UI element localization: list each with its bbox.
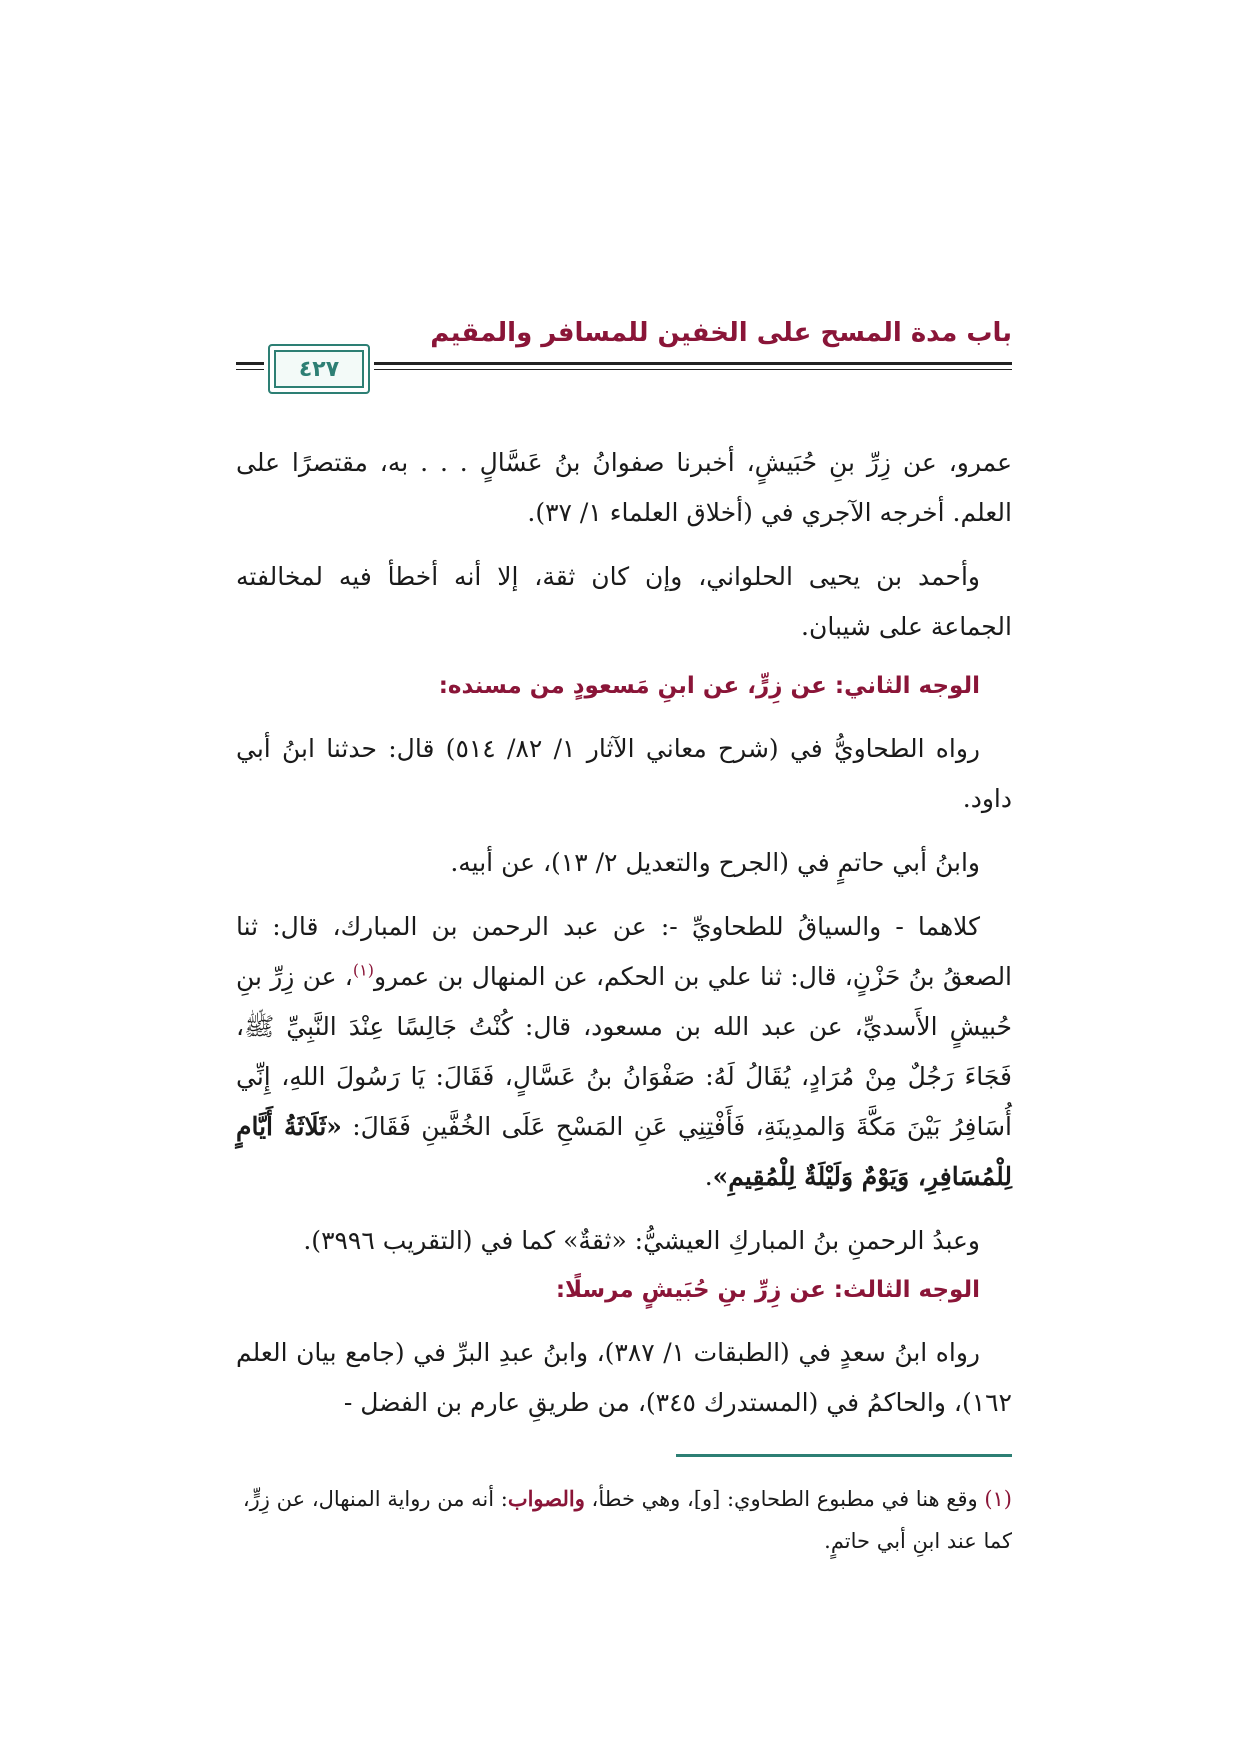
main-text (236, 438, 1012, 1442)
footnote-1-highlight: والصواب (507, 1486, 585, 1511)
header-rule-left-thin (236, 369, 264, 370)
page-number-frame (268, 344, 370, 394)
footnote-1-text-a: وقع هنا في مطبوع الطحاوي: [و]، وهي خطأ، (584, 1487, 985, 1511)
running-title: باب مدة المسح على الخفين للمسافر والمقيم (430, 318, 1012, 348)
page-number: ٤٢٧ (298, 356, 340, 382)
footnotes (236, 1478, 1012, 1562)
paragraph-2: وأحمد بن يحيى الحلواني، وإن كان ثقة، إلا أنه أخطأ فيه لمخالفته الجماعة على شيبان. (236, 562, 1012, 641)
page-header (236, 318, 1012, 414)
header-rule-thick (374, 362, 1012, 365)
footnote-1-number: (١) (984, 1487, 1012, 1511)
paragraph-5-text-b: ، عن زِرِّ بنِ حُبيشٍ الأَسديِّ، عن عبد الله بن مسعود، قال: كُنْتُ جَالِسًا عِنْدَ النَّبِيِّ ﷺ، فَجَاءَ رَجُلٌ مِنْ مُرَادٍ، يُقَالُ لَهُ: صَفْوَانُ بنُ عَسَّالٍ، فَقَالَ: يَا رَسُولَ اللهِ، إِنِّي أُسَافِرُ بَيْنَ مَكَّةَ وَالمدِينَةِ، فَأَفْتِنِي عَنِ المَسْحِ عَلَى الخُفَّينِ فَقَالَ: (236, 962, 1012, 1141)
paragraph-3: رواه الطحاويُّ في (شرح معاني الآثار ١/ ٨٢/ ٥١٤) قال: حدثنا ابنُ أبي داود. (236, 734, 1012, 813)
paragraph-7: رواه ابنُ سعدٍ في (الطبقات ١/ ٣٨٧)، وابنُ عبدِ البرِّ في (جامع بيان العلم ١٦٢)، والحاكمُ في (المستدرك ٣٤٥)، من طريقِ عارم بن الفضل - (236, 1338, 1012, 1417)
section-heading-3: الوجه الثالث: عن زِرِّ بنِ حُبَيشٍ مرسلًا: (555, 1277, 980, 1303)
paragraph-5-end: . (704, 1162, 713, 1191)
paragraph-5-text-a: كلاهما - والسياقُ للطحاويِّ -: عن عبد الرحمن بن المبارك، قال: ثنا الصعقُ بنُ حَزْنٍ، قال: ثنا علي بن الحكم، عن المنهال بن عمرو (236, 912, 1013, 991)
hadith-quote: «ثَلَاثَةُ أَيَّامٍ لِلْمُسَافِرِ، وَيَوْمٌ وَلَيْلَةٌ لِلْمُقِيمِ» (236, 1112, 1012, 1191)
paragraph-5 (236, 902, 1012, 1202)
paragraph-1: عمرو، عن زِرِّ بنِ حُبَيشٍ، أخبرنا صفوانُ بنُ عَسَّالٍ . . . به، مقتصرًا على العلم. أخرجه الآجري في (أخلاق العلماء ١/ ٣٧). (236, 448, 1012, 527)
header-rule-left-thick (236, 362, 264, 365)
header-rule-thin (374, 369, 1012, 370)
section-heading-2: الوجه الثاني: عن زِرٍّ، عن ابنِ مَسعودٍ من مسنده: (438, 673, 980, 699)
footnote-1-text-b: : أنه من رواية المنهال، عن زِرٍّ، كما عند ابنِ أبي حاتمٍ. (242, 1487, 1012, 1553)
footnote-1 (236, 1478, 1012, 1562)
paragraph-6: وعبدُ الرحمنِ بنُ المباركِ العيشيُّ: «ثقةٌ» كما في (التقريب ٣٩٩٦). (303, 1226, 980, 1255)
footnote-separator (676, 1454, 1012, 1457)
footnote-ref-1[interactable]: (١) (352, 960, 374, 980)
paragraph-4: وابنُ أبي حاتمٍ في (الجرح والتعديل ٢/ ١٣)، عن أبيه. (450, 848, 980, 877)
